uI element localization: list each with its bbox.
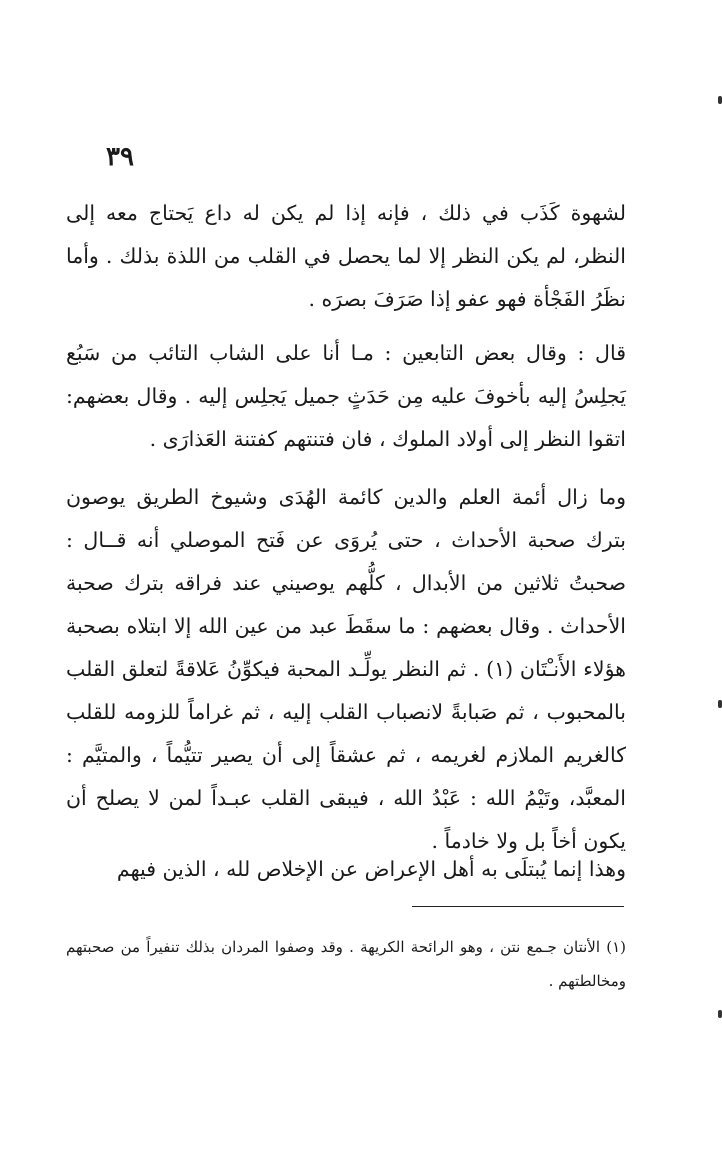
scan-edge-mark bbox=[718, 700, 722, 708]
paragraph-1: لشهوة كَذَب في ذلك ، فإنه إذا لم يكن له داع يَحتاج معه إلى النظر، لم يكن النظر إلا لما يحصل في القلب من اللذة بذلك . وأما نظَرُ الفَجْأة فهو عفو إذا صَرَفَ بصرَه . bbox=[66, 201, 626, 311]
paragraph-2: قال : وقال بعض التابعين : مـا أنا على الشاب التائب من سَبُع يَجلِسُ إليه بأخوفَ عليه مِن حَدَثٍ جميل يَجلِس إليه . وقال بعضهم: اتقوا النظر إلى أولاد الملوك ، فان فتنتهم كفتنة العَذارَى . bbox=[66, 341, 626, 451]
paragraph-3: وما زال أئمة العلم والدين كائمة الهُدَى وشيوخ الطريق يوصون بترك صحبة الأحداث ، حتى يُروَى عن فَتح الموصلي أنه قــال : صحبتُ ثلاثين من الأبدال ، كلُّهم يوصيني عند فراقه بترك صحبة الأحداث . وقال بعضهم : ما سقَطَ عبد من عين الله إلا ابتلاه بصحبة هؤلاء الأَنـْتَان (١) . ثم النظر يولِّـد المحبة فيكوِّنُ عَلاقةً لتعلق القلب بالمحبوب ، ثم صَبابةً لانصباب القلب إليه ، ثم غراماً للزومه للقلب كالغريم الملازم لغريمه ، ثم عشقاً إلى أن يصير تتيُّماً ، والمتيَّم : المعبَّد، وتَيْمُ الله : عَبْدُ الله ، فيبقى القلب عبـداً لمن لا يصلح أن يكون أخاً بل ولا خادماً . bbox=[66, 485, 626, 853]
scan-edge-mark bbox=[718, 96, 722, 104]
page-number: ٣٩ bbox=[106, 142, 134, 172]
scan-edge-mark bbox=[718, 1010, 722, 1018]
footnote-divider bbox=[412, 906, 624, 907]
paragraph-4: وهذا إنما يُبتلَى به أهل الإعراض عن الإخلاص لله ، الذين فيهم bbox=[116, 857, 626, 881]
footnote: (١) الأنتان جـمع نتن ، وهو الرائحة الكريهة . وقد وصفوا المردان بذلك تنفيراً من صحبتهم ومخالطتهم . bbox=[66, 938, 626, 990]
